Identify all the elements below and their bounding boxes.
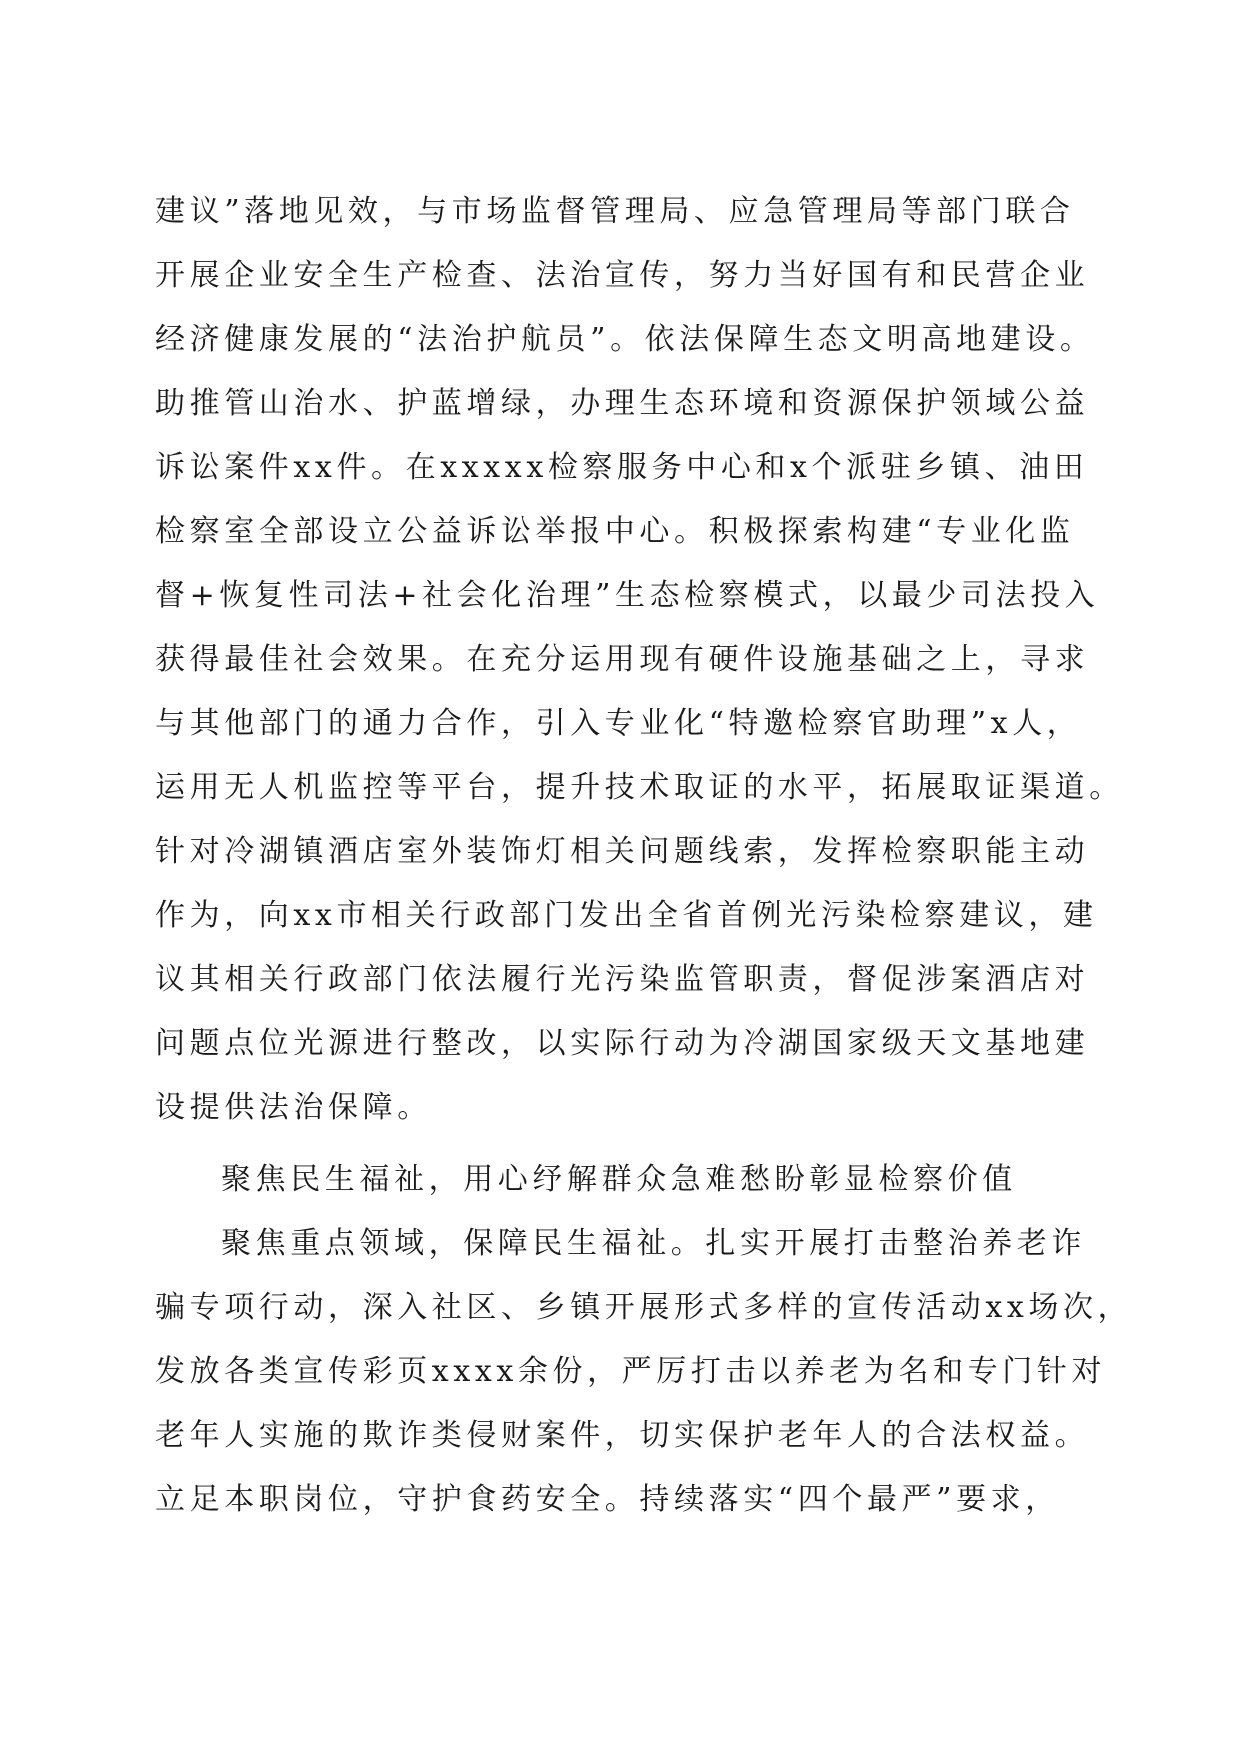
paragraph-line: 作为，向xx市相关行政部门发出全省首例光污染检察建议，建: [155, 898, 1098, 933]
paragraph-line: 督+恢复性司法+社会化治理”生态检察模式，以最少司法投入: [155, 578, 1100, 613]
paragraph-line: 经济健康发展的“法治护航员”。依法保障生态文明高地建设。: [155, 322, 1095, 357]
paragraph-line: 诉讼案件xx件。在xxxxx检察服务中心和x个派驻乡镇、油田: [155, 450, 1089, 485]
paragraph-line: 发放各类宣传彩页xxxx余份，严厉打击以养老为名和专门针对: [155, 1354, 1107, 1389]
paragraph-line: 议其相关行政部门依法履行光污染监管职责，督促涉案酒店对: [155, 962, 1090, 997]
paragraph-gap: [155, 1140, 1095, 1148]
paragraph-line: 立足本职岗位，守护食药安全。持续落实“四个最严”要求，: [155, 1482, 1060, 1517]
document-body: [155, 180, 1133, 1532]
paragraph-line: 助推管山治水、护蓝增绿，办理生态环境和资源保护领域公益: [155, 386, 1090, 421]
section-heading: 聚焦民生福祉，用心纾解群众急难愁盼彰显检察价值: [221, 1162, 1017, 1197]
paragraph-line: 检察室全部设立公益诉讼举报中心。积极探索构建“专业化监: [155, 514, 1075, 549]
paragraph-line: 聚焦重点领域，保障民生福祉。扎实开展打击整治养老诈: [221, 1226, 1086, 1261]
paragraph-line: 开展企业安全生产检查、法治宣传，努力当好国有和民营企业: [155, 258, 1090, 293]
paragraph-line: 骗专项行动，深入社区、乡镇开展形式多样的宣传活动xx场次，: [155, 1290, 1133, 1325]
paragraph-line: 问题点位光源进行整改，以实际行动为冷湖国家级天文基地建: [155, 1026, 1090, 1061]
paragraph-line: 运用无人机监控等平台，提升技术取证的水平，拓展取证渠道。: [155, 770, 1124, 805]
paragraph-line: 设提供法治保障。: [155, 1090, 432, 1125]
paragraph-line: 获得最佳社会效果。在充分运用现有硬件设施基础之上，寻求: [155, 642, 1090, 677]
paragraph-line: 老年人实施的欺诈类侵财案件，切实保护老年人的合法权益。: [155, 1418, 1090, 1453]
paragraph-line: 针对冷湖镇酒店室外装饰灯相关问题线索，发挥检察职能主动: [155, 834, 1090, 869]
paragraph-line: 与其他部门的通力合作，引入专业化“特邀检察官助理”x人，: [155, 706, 1082, 741]
paragraph-line: 建议”落地见效，与市场监督管理局、应急管理局等部门联合: [155, 194, 1075, 229]
